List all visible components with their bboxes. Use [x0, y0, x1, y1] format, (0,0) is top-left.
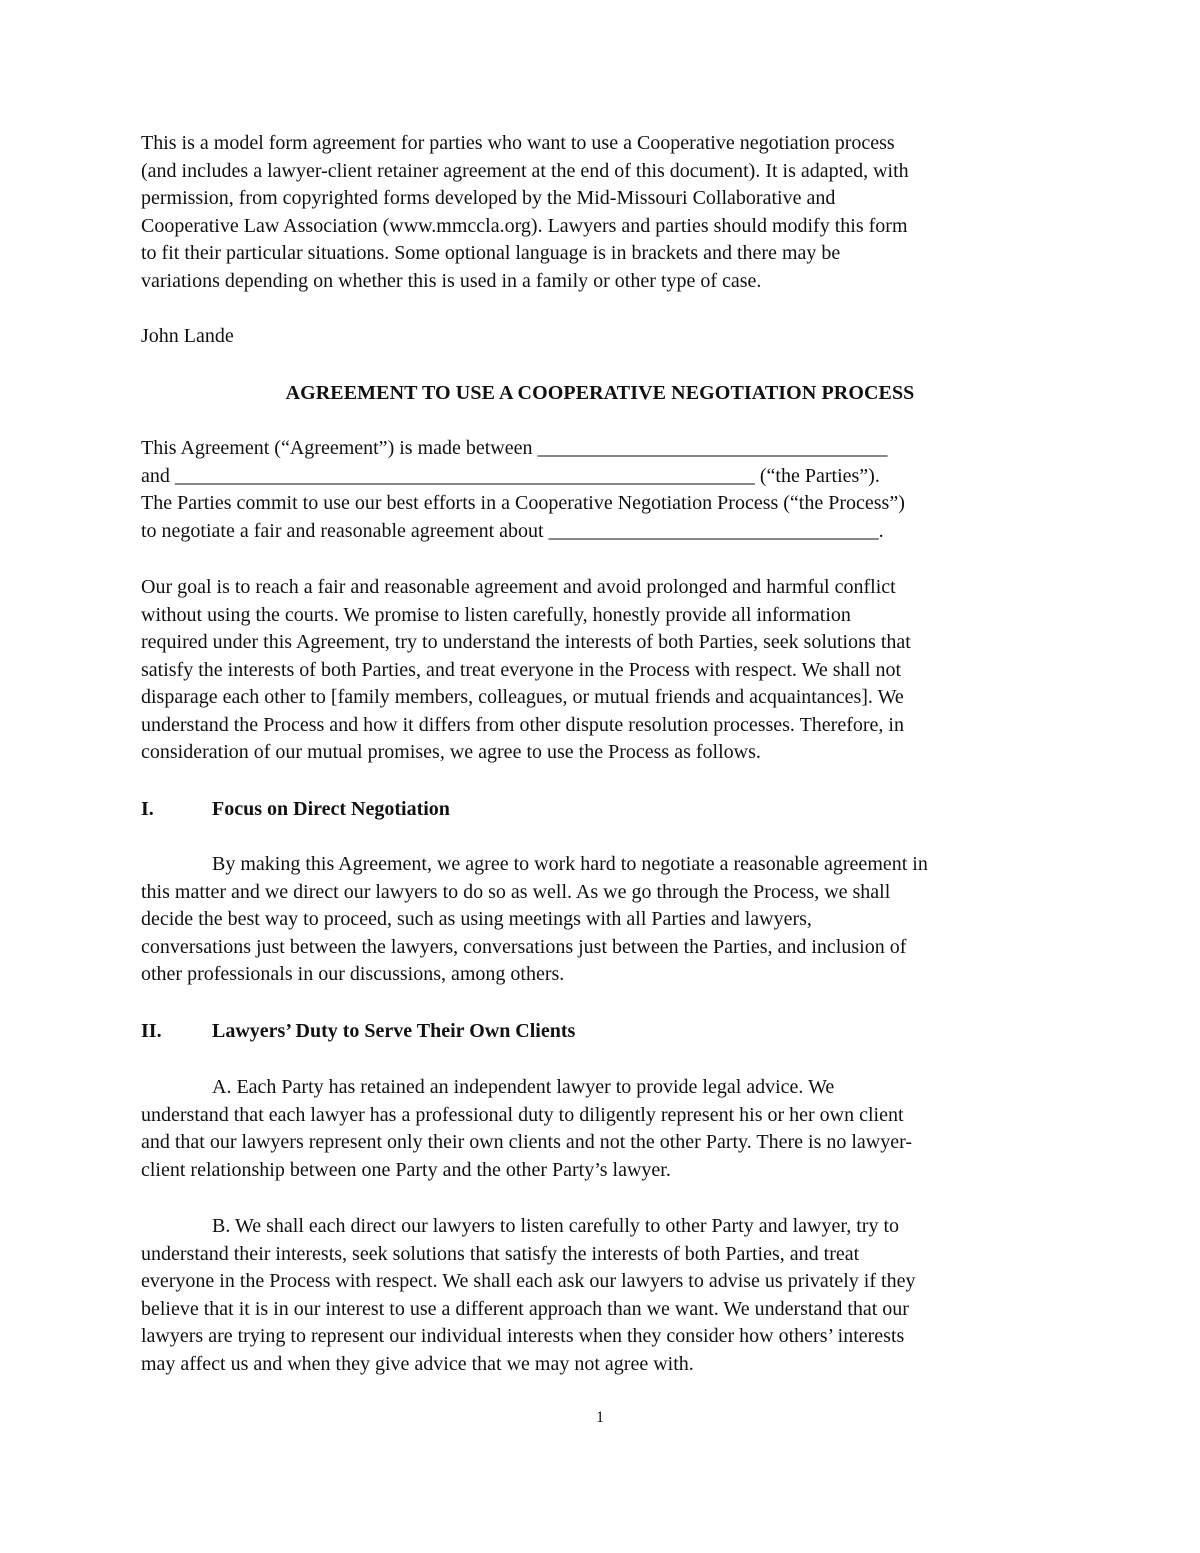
section-2a-line: A. Each Party has retained an independent lawyer to provide legal advice. We — [212, 1076, 835, 1098]
goal-line: required under this Agreement, try to understand the interests of both Parties, seek solutions that — [141, 631, 911, 653]
section-2-title: Lawyers’ Duty to Serve Their Own Clients — [212, 1020, 576, 1042]
section-1-heading — [141, 796, 450, 824]
goal-line: Our goal is to reach a fair and reasonable agreement and avoid prolonged and harmful conflict — [141, 576, 896, 598]
section-1-line: other professionals in our discussions, among others. — [141, 963, 565, 985]
section-2-paragraph-b — [141, 1213, 1061, 1378]
intro-line: permission, from copyrighted forms developed by the Mid-Missouri Collaborative and — [141, 187, 836, 209]
goal-line: consideration of our mutual promises, we agree to use the Process as follows. — [141, 741, 761, 763]
section-1-title: Focus on Direct Negotiation — [212, 798, 450, 820]
section-2a-line: client relationship between one Party and the other Party’s lawyer. — [141, 1158, 671, 1181]
section-2-paragraph-a — [141, 1074, 1061, 1184]
section-2b-line: understand their interests, seek solutions that satisfy the interests of both Parties, and treat — [141, 1242, 860, 1265]
section-1-paragraph — [141, 851, 1061, 989]
section-2a-line: understand that each lawyer has a professional duty to diligently represent his or her own client — [141, 1103, 904, 1126]
document-title: AGREEMENT TO USE A COOPERATIVE NEGOTIATION PROCESS — [285, 382, 915, 404]
section-2a-line: and that our lawyers represent only their own clients and not the other Party. There is no lawyer- — [141, 1131, 913, 1153]
section-1-number: I. — [141, 798, 154, 820]
parties-line: The Parties commit to use our best efforts in a Cooperative Negotiation Process (“the Process”) — [141, 492, 905, 514]
page-number: 1 — [596, 1409, 604, 1426]
section-2b-line: believe that it is in our interest to use a different approach than we want. We understand that our — [141, 1297, 909, 1320]
section-2-heading — [141, 1018, 575, 1046]
author-name: John Lande — [141, 325, 234, 347]
goal-paragraph — [141, 574, 1061, 767]
parties-paragraph — [141, 435, 1061, 545]
parties-line: and __________________________________________________________ (“the Parties”). — [141, 464, 880, 487]
section-1-line: conversations just between the lawyers, conversations just between the Parties, and inclusion of — [141, 935, 907, 958]
section-2b-line: lawyers are trying to represent our individual interests when they consider how others’ interests — [141, 1325, 905, 1347]
intro-line: to fit their particular situations. Some optional language is in brackets and there may be — [141, 242, 841, 264]
intro-line: Cooperative Law Association (www.mmccla.org). Lawyers and parties should modify this form — [141, 214, 908, 237]
goal-line: understand the Process and how it differs from other dispute resolution processes. Therefore, in — [141, 713, 904, 736]
goal-line: without using the courts. We promise to listen carefully, honestly provide all information — [141, 603, 851, 626]
parties-line: to negotiate a fair and reasonable agreement about _________________________________. — [141, 519, 884, 542]
intro-paragraph — [141, 130, 1061, 295]
goal-line: satisfy the interests of both Parties, and treat everyone in the Process with respect. We shall not — [141, 658, 902, 681]
intro-line: variations depending on whether this is used in a family or other type of case. — [141, 269, 762, 292]
goal-line: disparage each other to [family members, colleagues, or mutual friends and acquaintances]. We — [141, 686, 904, 708]
section-2b-line: everyone in the Process with respect. We shall each ask our lawyers to advise us privately if they — [141, 1270, 916, 1292]
section-1-line: By making this Agreement, we agree to work hard to negotiate a reasonable agreement in — [212, 853, 928, 875]
section-2b-line: may affect us and when they give advice that we may not agree with. — [141, 1352, 694, 1375]
section-1-line: decide the best way to proceed, such as using meetings with all Parties and lawyers, — [141, 908, 812, 930]
parties-line: This Agreement (“Agreement”) is made between ___________________________________ — [141, 437, 888, 459]
intro-line: This is a model form agreement for parties who want to use a Cooperative negotiation process — [141, 132, 895, 154]
section-1-line: this matter and we direct our lawyers to do so as well. As we go through the Process, we shall — [141, 880, 891, 903]
section-2b-line: B. We shall each direct our lawyers to listen carefully to other Party and lawyer, try to — [212, 1215, 900, 1237]
section-2-number: II. — [141, 1020, 162, 1042]
intro-line: (and includes a lawyer-client retainer agreement at the end of this document). It is adapted, with — [141, 159, 909, 182]
